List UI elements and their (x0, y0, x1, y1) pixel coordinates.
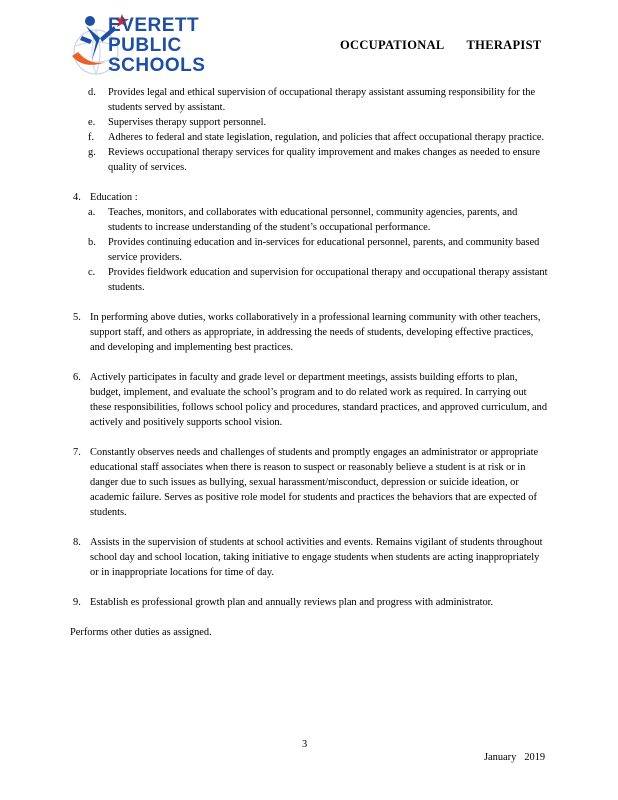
item-text: Provides fieldwork education and supervision for occupational therapy and occupational therapy assistant students. (108, 267, 548, 293)
section-gap (70, 520, 550, 535)
list-marker: c. (88, 267, 96, 278)
section-gap (70, 580, 550, 595)
section-gap (70, 430, 550, 445)
item-text: Provides legal and ethical supervision of occupational therapy assistant assuming responsibility for the students served by assistant. (108, 87, 536, 113)
date-month: January (484, 752, 517, 763)
item-text: In performing above duties, works collaboratively in a professional learning community with other teachers, support staff, and others as appropriate, in addressing the needs of students, developing effective practices, and developing and implementing best practices. (90, 312, 541, 353)
title-word: OCCUPATIONAL (340, 38, 445, 52)
item-text: Education : (90, 192, 138, 203)
logo-text-line: SCHOOLS (108, 55, 206, 76)
logo-text-line: EVERETT (108, 15, 200, 36)
list-marker: a. (88, 207, 96, 218)
item-text: Assists in the supervision of students at school activities and events. Remains vigilant of students throughout school day and school location, taking initiative to engage students when students are acting inappropriately or in inappropriate locations for time of day. (90, 537, 543, 578)
item-text: Reviews occupational therapy services for quality improvement and makes changes as needed to ensure quality of services. (108, 147, 540, 173)
everett-public-schools-logo (70, 12, 240, 78)
item-text: Supervises therapy support personnel. (108, 117, 267, 128)
sub-list-item (70, 130, 550, 145)
item-text: Establish es professional growth plan and annually reviews plan and progress with administrator. (90, 597, 494, 608)
date-year: 2019 (524, 752, 546, 763)
section-gap (70, 175, 550, 190)
item-text: Performs other duties as assigned. (70, 627, 212, 638)
sub-list-item (70, 205, 550, 235)
list-marker: b. (88, 237, 96, 248)
list-marker: 5. (73, 312, 81, 323)
list-marker: d. (88, 87, 96, 98)
logo-text-line: PUBLIC (108, 35, 182, 56)
list-marker: 7. (73, 447, 81, 458)
item-text: Adheres to federal and state legislation, regulation, and policies that affect occupational therapy practice. (108, 132, 545, 143)
sub-list-item (70, 265, 550, 295)
numbered-list-item (70, 370, 550, 430)
numbered-list-item (70, 445, 550, 520)
list-marker: g. (88, 147, 96, 158)
footer-date (484, 752, 545, 763)
numbered-list-item (70, 310, 550, 355)
list-marker: f. (88, 132, 95, 143)
item-text: Constantly observes needs and challenges of students and promptly engages an administrator or appropriate educational staff associates when there is reason to suspect or reasonably believe a student is at risk or in danger due to such issues as bullying, sexual harassment/misconduct, depression or suicide ideation, or academic failure. Serves as positive role model for students and practices the behaviors that are expected of students. (90, 447, 539, 518)
numbered-list-item (70, 190, 550, 205)
list-marker: 4. (73, 192, 81, 203)
list-marker: 8. (73, 537, 81, 548)
list-marker: 6. (73, 372, 81, 383)
document-title (340, 38, 541, 53)
item-text: Actively participates in faculty and grade level or department meetings, assists building efforts to plan, budget, implement, and evaluate the school’s program and to do related work as required. In carrying out these responsibilities, follows school policy and procedures, standard practices, and approved curriculum, and actively and positively supports school vision. (90, 372, 548, 428)
sub-list-item (70, 115, 550, 130)
numbered-list-item (70, 535, 550, 580)
section-gap (70, 355, 550, 370)
page-number: 3 (302, 739, 308, 750)
title-word: THERAPIST (466, 38, 542, 52)
document-body (70, 85, 550, 640)
sub-list-item (70, 85, 550, 115)
item-text: Teaches, monitors, and collaborates with educational personnel, community agencies, parents, and students to increase understanding of the student’s occupational performance. (108, 207, 518, 233)
numbered-list-item (70, 595, 550, 610)
paragraph (70, 625, 550, 640)
sub-list-item (70, 145, 550, 175)
list-marker: e. (88, 117, 96, 128)
sub-list-item (70, 235, 550, 265)
section-gap (70, 610, 550, 625)
section-gap (70, 295, 550, 310)
item-text: Provides continuing education and in-services for educational personnel, parents, and community based service providers. (108, 237, 540, 263)
list-marker: 9. (73, 597, 81, 608)
